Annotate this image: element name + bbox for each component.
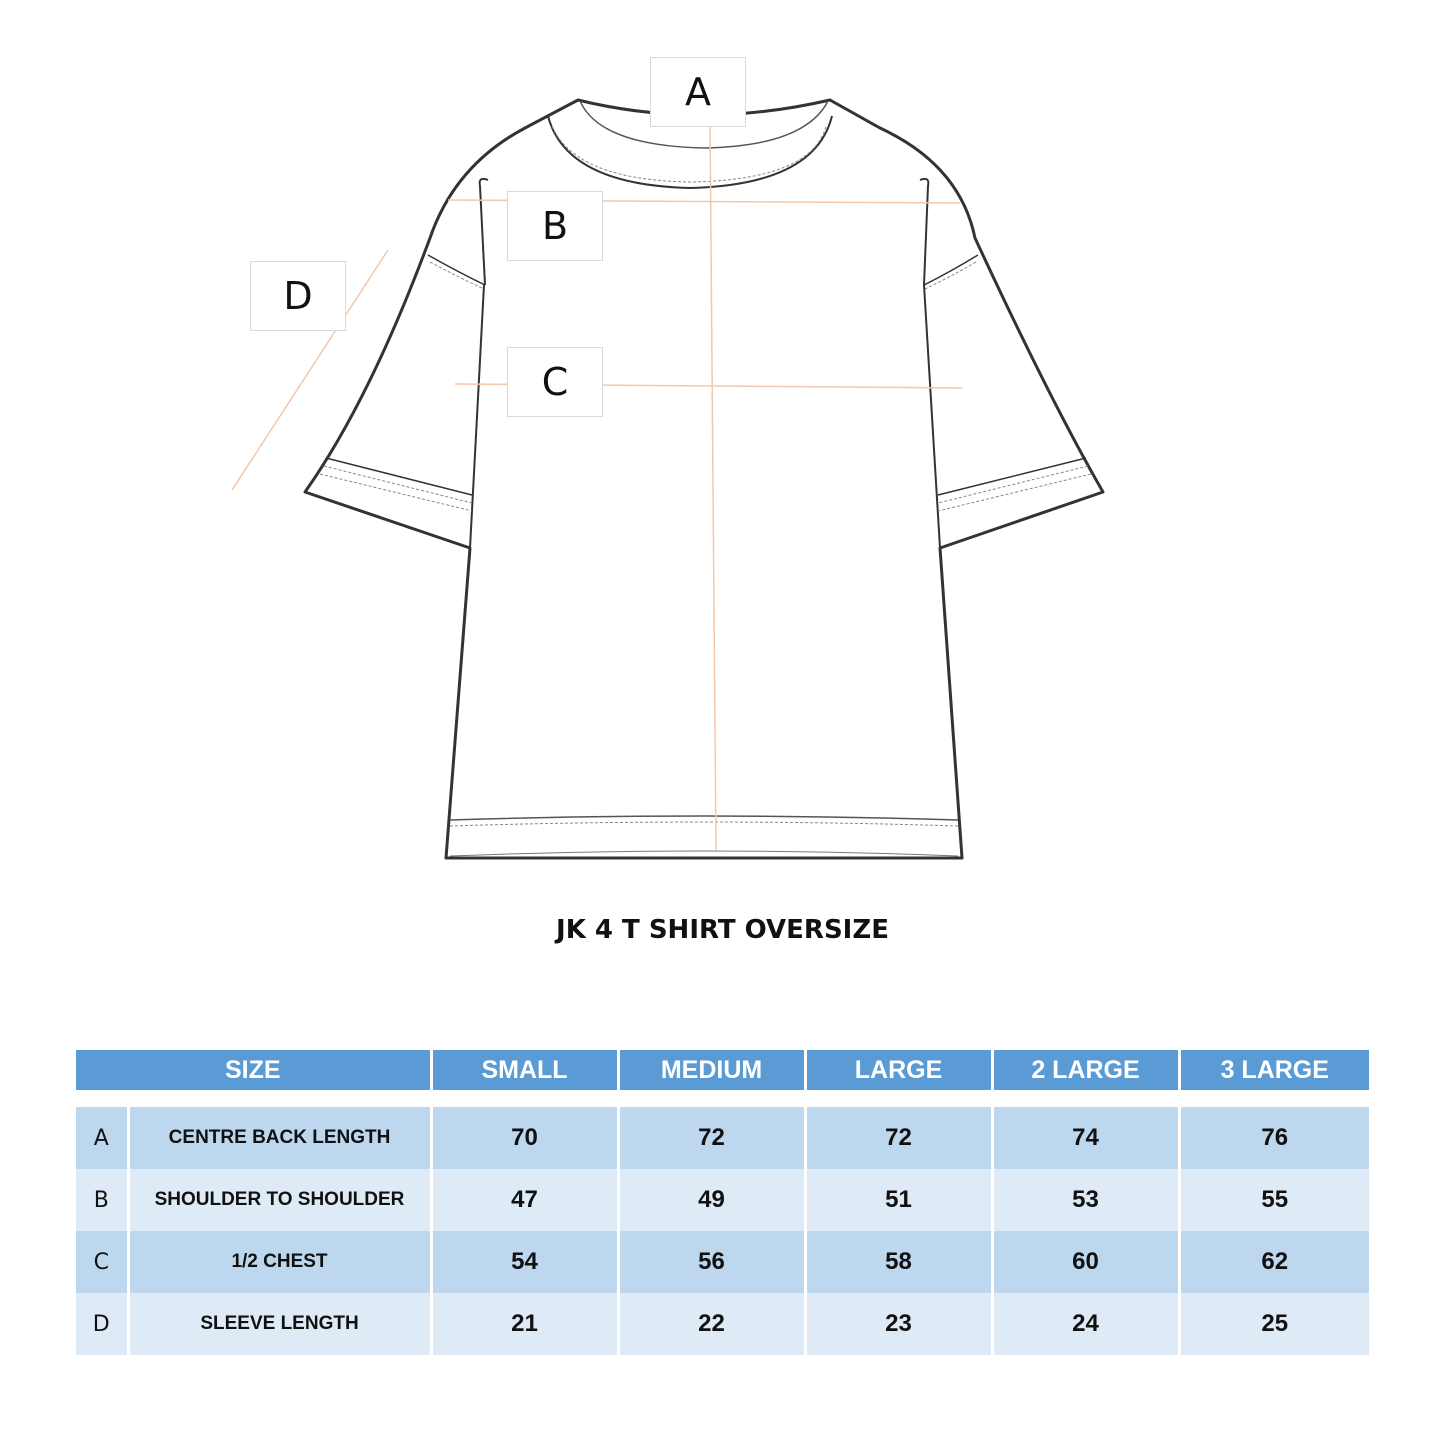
- cell-value: 55: [1179, 1169, 1369, 1231]
- table-spacer: [76, 1090, 1369, 1107]
- header-3-large: 3 LARGE: [1179, 1050, 1369, 1090]
- table-row: [76, 1231, 1369, 1293]
- product-title: JK 4 T SHIRT OVERSIZE: [556, 915, 889, 945]
- table-row: [76, 1107, 1369, 1169]
- cell-value: 54: [431, 1231, 618, 1293]
- cell-value: 21: [431, 1293, 618, 1355]
- size-chart-table: [76, 1050, 1369, 1355]
- cell-value: 47: [431, 1169, 618, 1231]
- cell-value: 62: [1179, 1231, 1369, 1293]
- label-a: A: [650, 57, 746, 127]
- row-code: B: [76, 1169, 128, 1231]
- cell-value: 72: [618, 1107, 805, 1169]
- table-row: [76, 1169, 1369, 1231]
- row-code: C: [76, 1231, 128, 1293]
- cell-value: 23: [805, 1293, 992, 1355]
- cell-value: 76: [1179, 1107, 1369, 1169]
- cell-value: 60: [992, 1231, 1179, 1293]
- spacer-cell: [76, 1090, 1369, 1107]
- header-large: LARGE: [805, 1050, 992, 1090]
- row-measurement-name: CENTRE BACK LENGTH: [128, 1107, 431, 1169]
- cell-value: 74: [992, 1107, 1179, 1169]
- cell-value: 22: [618, 1293, 805, 1355]
- header-small: SMALL: [431, 1050, 618, 1090]
- row-measurement-name: SLEEVE LENGTH: [128, 1293, 431, 1355]
- label-c: C: [507, 347, 603, 417]
- cell-value: 58: [805, 1231, 992, 1293]
- cell-value: 49: [618, 1169, 805, 1231]
- tshirt-outline: [305, 100, 1103, 858]
- row-measurement-name: SHOULDER TO SHOULDER: [128, 1169, 431, 1231]
- row-code: A: [76, 1107, 128, 1169]
- header-size: SIZE: [76, 1050, 431, 1090]
- label-b: B: [507, 191, 603, 261]
- label-d: D: [250, 261, 346, 331]
- header-2-large: 2 LARGE: [992, 1050, 1179, 1090]
- row-measurement-name: 1/2 CHEST: [128, 1231, 431, 1293]
- table-row: [76, 1293, 1369, 1355]
- cell-value: 70: [431, 1107, 618, 1169]
- cell-value: 56: [618, 1231, 805, 1293]
- cell-value: 25: [1179, 1293, 1369, 1355]
- cell-value: 53: [992, 1169, 1179, 1231]
- cell-value: 51: [805, 1169, 992, 1231]
- cell-value: 72: [805, 1107, 992, 1169]
- row-code: D: [76, 1293, 128, 1355]
- table-header-row: [76, 1050, 1369, 1090]
- cell-value: 24: [992, 1293, 1179, 1355]
- header-medium: MEDIUM: [618, 1050, 805, 1090]
